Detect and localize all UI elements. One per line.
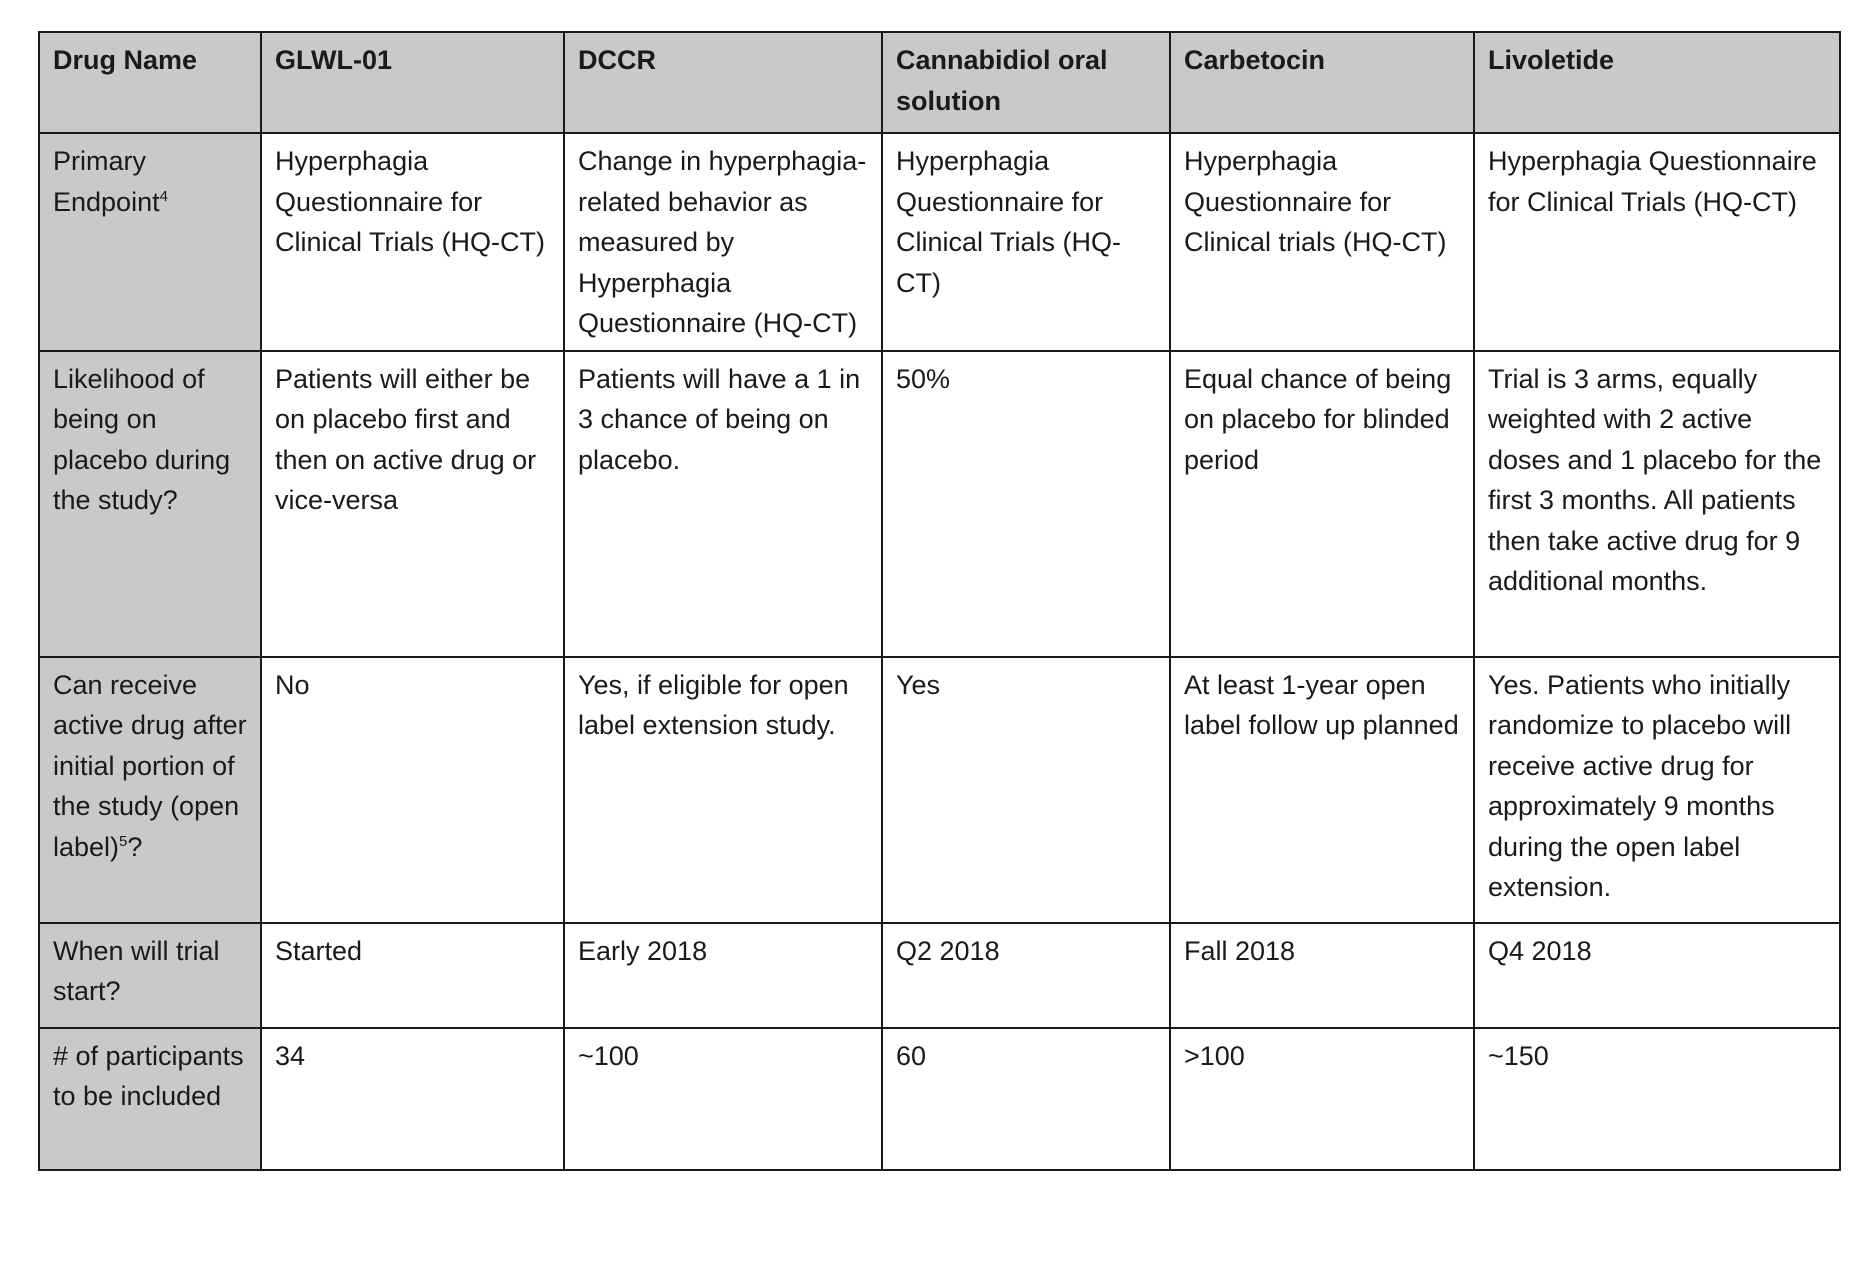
table-cell: Started	[261, 923, 564, 1028]
table-cell: Change in hyperphagia-related behavior as measured by Hyperphagia Questionnaire (HQ-CT)	[564, 133, 882, 351]
table-cell: Fall 2018	[1170, 923, 1474, 1028]
table-cell: Equal chance of being on placebo for blinded period	[1170, 351, 1474, 657]
table-row-primary-endpoint	[39, 133, 1840, 351]
table-header-row	[39, 32, 1840, 133]
footnote-ref-4: 4	[159, 187, 168, 205]
header-cannabidiol: Cannabidiol oral solution	[882, 32, 1170, 133]
header-drug-name: Drug Name	[39, 32, 261, 133]
table-cell: Hyperphagia Questionnaire for Clinical Trials (HQ-CT)	[882, 133, 1170, 351]
table-cell: Yes, if eligible for open label extension study.	[564, 657, 882, 923]
row-label-text: Can receive active drug after initial portion of the study (open label)	[53, 669, 247, 862]
table-cell: Early 2018	[564, 923, 882, 1028]
table-cell: ~150	[1474, 1028, 1840, 1170]
header-carbetocin: Carbetocin	[1170, 32, 1474, 133]
table-cell: Q4 2018	[1474, 923, 1840, 1028]
table-row-open-label	[39, 657, 1840, 923]
row-label-primary-endpoint	[39, 133, 261, 351]
table-cell: Hyperphagia Questionnaire for Clinical trials (HQ-CT)	[1170, 133, 1474, 351]
row-label-participants: # of participants to be included	[39, 1028, 261, 1170]
table-cell: 50%	[882, 351, 1170, 657]
row-label-placebo-likelihood: Likelihood of being on placebo during the study?	[39, 351, 261, 657]
table-cell: Patients will either be on placebo first and then on active drug or vice-versa	[261, 351, 564, 657]
footnote-ref-5: 5	[119, 832, 128, 850]
table-cell: Yes	[882, 657, 1170, 923]
table-cell: No	[261, 657, 564, 923]
row-label-suffix: ?	[127, 831, 143, 862]
row-label-trial-start: When will trial start?	[39, 923, 261, 1028]
header-glwl-01: GLWL-01	[261, 32, 564, 133]
header-livoletide: Livoletide	[1474, 32, 1840, 133]
row-label-open-label	[39, 657, 261, 923]
table-row-participants	[39, 1028, 1840, 1170]
table-cell: Patients will have a 1 in 3 chance of being on placebo.	[564, 351, 882, 657]
table-cell: At least 1-year open label follow up planned	[1170, 657, 1474, 923]
table-cell: Trial is 3 arms, equally weighted with 2 active doses and 1 placebo for the first 3 months. All patients then take active drug for 9 additional months.	[1474, 351, 1840, 657]
table-cell: Q2 2018	[882, 923, 1170, 1028]
header-dccr: DCCR	[564, 32, 882, 133]
table-cell: 34	[261, 1028, 564, 1170]
table-cell: Yes. Patients who initially randomize to placebo will receive active drug for approximately 9 months during the open label extension.	[1474, 657, 1840, 923]
drug-trial-comparison-table	[38, 31, 1841, 1171]
table-cell: >100	[1170, 1028, 1474, 1170]
row-label-text: Primary Endpoint	[53, 146, 160, 217]
table-cell: 60	[882, 1028, 1170, 1170]
table-cell: ~100	[564, 1028, 882, 1170]
table-row-trial-start	[39, 923, 1840, 1028]
table-cell: Hyperphagia Questionnaire for Clinical Trials (HQ-CT)	[1474, 133, 1840, 351]
table-cell: Hyperphagia Questionnaire for Clinical Trials (HQ-CT)	[261, 133, 564, 351]
table-row-placebo-likelihood	[39, 351, 1840, 657]
